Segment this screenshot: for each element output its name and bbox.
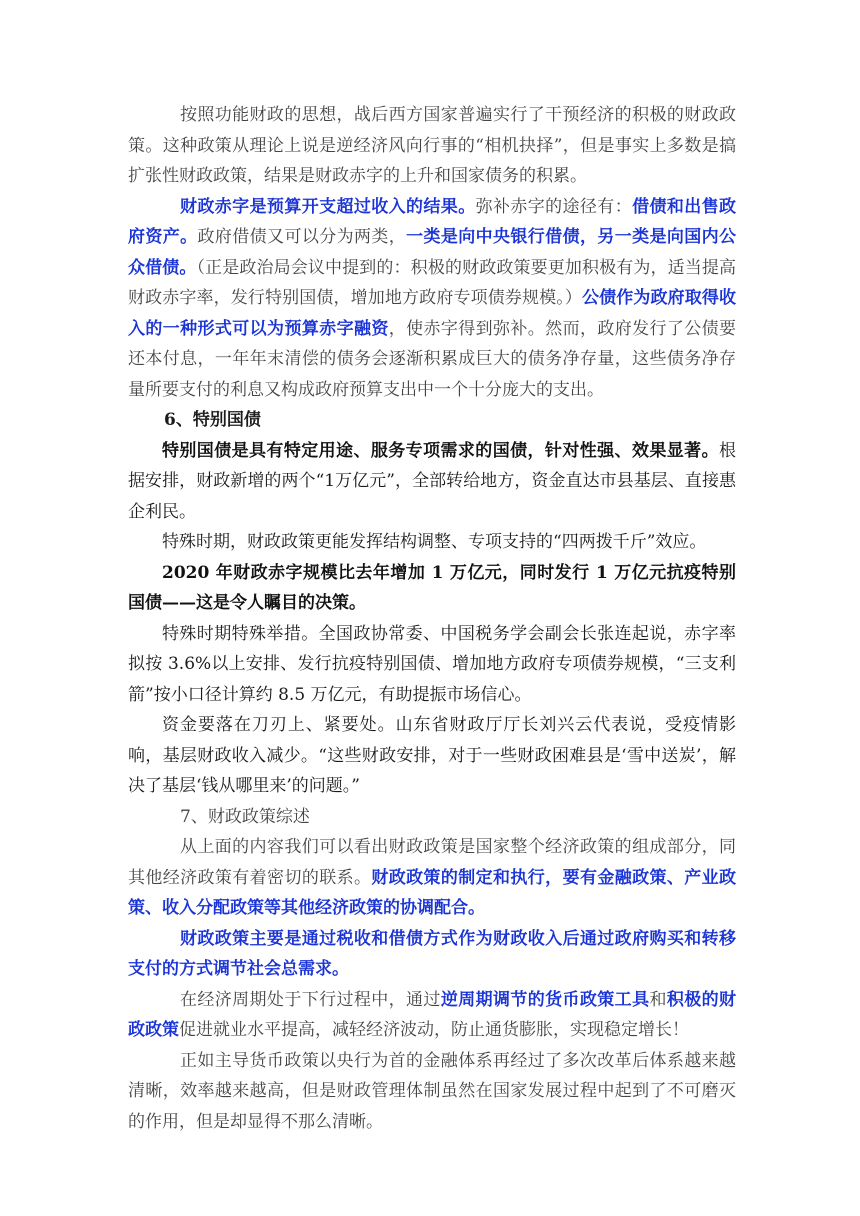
paragraph-special-measures: 特殊时期特殊举措。全国政协常委、中国税务学会副会长张连起说，赤字率拟按 3.6%以上安排、发行抗疫特别国债、增加地方政府专项债券规模，“三支利箭”按小口径计算约 8.5 万亿元，有助提振市场信心。 [128, 623, 736, 705]
highlight-text: 财政政策的制定和执行，要有金融政策、产业政策、收入分配政策等其他经济政策的协调配合。 [128, 867, 737, 918]
text-run: 弥补赤字的途径有： [475, 196, 633, 217]
paragraph-fiscal-deficit [128, 192, 736, 406]
highlight-text: 逆周期调节的货币政策工具 [440, 989, 650, 1010]
highlight-text: 公债作为政府取得收入的一种形式可以为预算赤字融资 [128, 288, 737, 339]
highlight-text: 财政赤字是预算开支超过收入的结果。 [180, 196, 476, 217]
text-run: 促进就业水平提高，减轻经济波动，防止通货膨胀，实现稳定增长！ [179, 1020, 689, 1040]
paragraph-functional-finance [128, 100, 736, 192]
section-heading-special-bonds: 6、特别国债 [164, 410, 261, 430]
paragraph-aggregate-demand: 财政政策主要是通过税收和借债方式作为财政收入后通过政府购买和转移支付的方式调节社会总需求。 [128, 928, 736, 979]
highlight-text: 借债和出售政府资产。 [128, 196, 737, 247]
text-run: ，使赤字得到弥补。然而，政府发行了公债要还本付息，一年年末清偿的债务会逐渐积累成巨大的债务净存量，这些债务净存量所要支付的利息又构成政府预算支出中一个十分庞大的支出。 [128, 318, 737, 400]
highlight-text: 一类是向中央银行借债，另一类是向国内公众借债。 [128, 227, 737, 278]
text-run: 根据安排，财政新增的两个“1万亿元”，全部转给地方，资金直达市县基层、直接惠企利民。 [128, 440, 736, 522]
paragraph-funds-usage: 资金要落在刀刃上、紧要处。山东省财政厅厅长刘兴云代表说，受疫情影响，基层财政收入减少。“这些财政安排，对于一些财政困难县是‘雪中送炭’，解决了基层‘钱从哪里来’的问题。” [128, 715, 736, 796]
section-heading-fiscal-summary: 7、财政政策综述 [180, 806, 310, 827]
text-run: 按照功能财政的思想，战后西方国家普遍实行了干预经济的积极的财政政策。这种政策从理论上说是逆经济风向行事的“相机抉择”，但是事实上多数是搞扩张性财政政策，结果是财政赤字的上升和国家债务的积累。 [128, 105, 736, 186]
paragraph-special-period: 特殊时期，财政政策更能发挥结构调整、专项支持的“四两拨千斤”效应。 [162, 532, 707, 552]
paragraph-fiscal-management: 正如主导货币政策以央行为首的金融体系再经过了多次改革后体系越来越清晰，效率越来越高，但是财政管理体制虽然在国家发展过程中起到了不可磨灭的作用，但是却显得不那么清晰。 [128, 1050, 736, 1132]
highlight-text: 积极的财政政策 [128, 989, 737, 1040]
text-run: 和 [649, 989, 667, 1010]
text-run: （正是政治局会议中提到的：积极的财政政策要更加积极有为，适当提高财政赤字率，发行特别国债，增加地方政府专项债券规模。） [128, 257, 736, 308]
paragraph-special-bonds [128, 436, 736, 528]
paragraph-2020-deficit: 2020 年财政赤字规模比去年增加 1 万亿元，同时发行 1 万亿元抗疫特别国债——这是令人瞩目的决策。 [128, 562, 736, 613]
paragraph-countercyclical [128, 985, 736, 1046]
paragraph-policy-coordination [128, 832, 736, 924]
text-run: 政府借债又可以分为两类， [197, 227, 407, 247]
bold-text: 特别国债是具有特定用途、服务专项需求的国债，针对性强、效果显著。 [162, 440, 719, 461]
document-page [128, 100, 736, 1137]
text-run: 在经济周期处于下行过程中，通过 [180, 989, 441, 1010]
text-run: 从上面的内容我们可以看出财政政策是国家整个经济政策的组成部分，同其他经济政策有着密切的联系。 [128, 837, 736, 888]
